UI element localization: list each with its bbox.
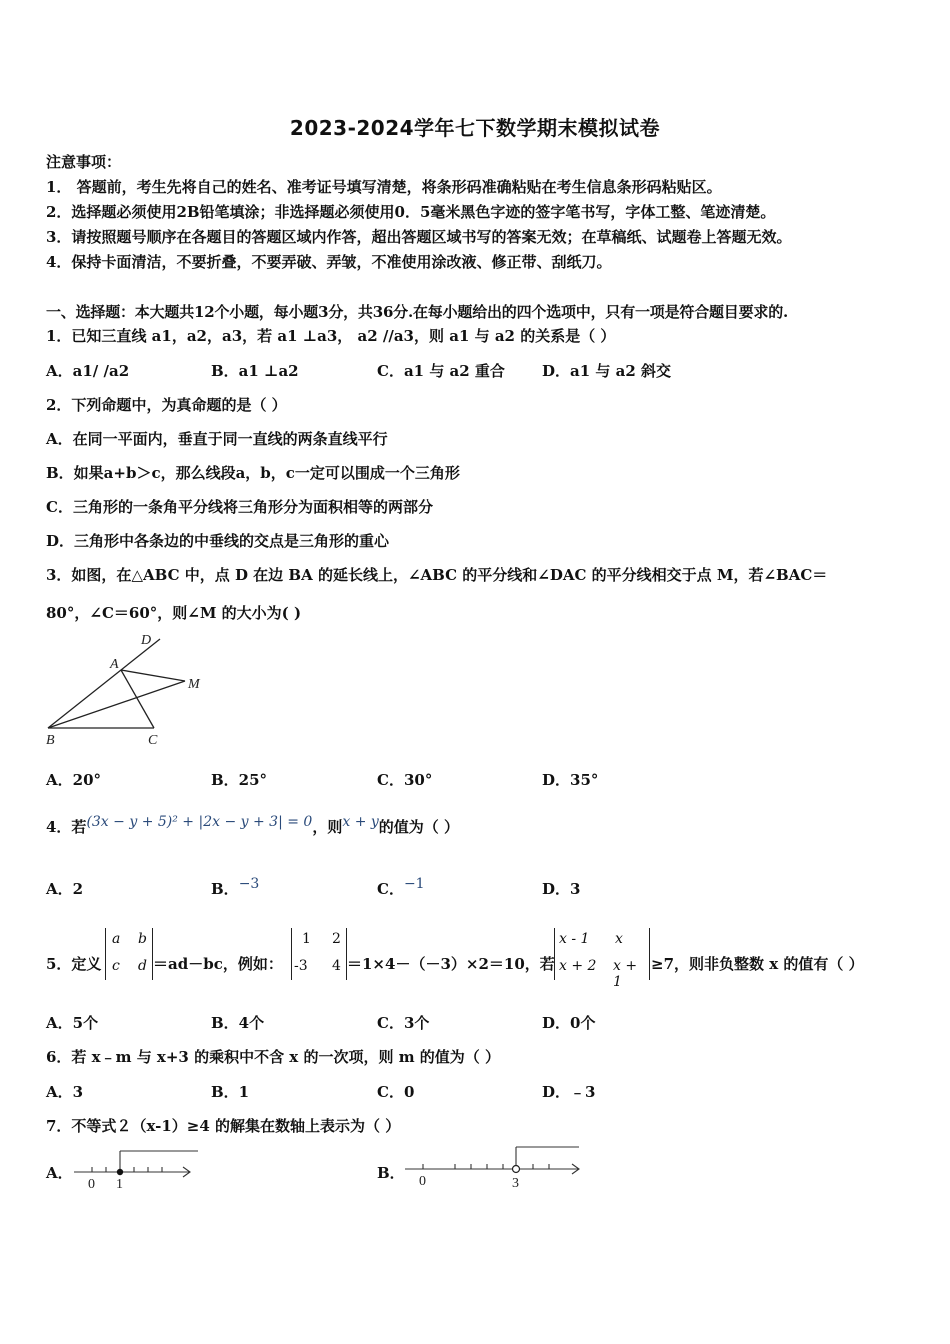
q4-prefix: 4．若 <box>46 818 87 836</box>
q1-option-c: C．a1 与 a2 重合 <box>377 362 505 380</box>
notice-item-3: 3．请按照题号顺序在各题目的答题区域内作答，超出答题区域书写的答案无效；在草稿纸、试题卷上答题无效。 <box>46 228 792 246</box>
line-bd <box>48 639 160 728</box>
closed-point-icon <box>117 1169 123 1175</box>
q1-option-d: D．a1 与 a2 斜交 <box>542 362 671 380</box>
q4-equation: (3x − y + 5)² + |2x − y + 3| = 0 <box>86 814 313 830</box>
q2-option-a: A．在同一平面内，垂直于同一直线的两条直线平行 <box>46 430 388 448</box>
q2-option-c: C．三角形的一条角平分线将三角形分为面积相等的两部分 <box>46 498 433 516</box>
q1-option-b: B．a1 ⊥a2 <box>211 362 299 380</box>
svg-text:0: 0 <box>419 1174 426 1189</box>
q2-option-b: B．如果a+b＞c，那么线段a，b，c一定可以围成一个三角形 <box>46 464 460 482</box>
q7-option-a-number-line <box>72 1144 202 1192</box>
svg-text:1: 1 <box>116 1177 123 1192</box>
q3-stem-line2: 80°，∠C＝60°，则∠M 的大小为( ) <box>46 604 302 622</box>
line-ac <box>121 670 154 728</box>
q3-option-b: B．25° <box>211 771 268 789</box>
q4-option-b: B．−3 <box>211 876 260 898</box>
label-d: D <box>141 633 152 648</box>
q5-option-a: A．5个 <box>46 1014 99 1032</box>
q1-stem: 1．已知三直线 a1，a2，a3，若 a1 ⊥a3， a2 //a3，则 a1 与 a2 的关系是（ ） <box>46 327 616 345</box>
section-heading: 一、选择题：本大题共12个小题，每小题3分，共36分.在每小题给出的四个选项中，只有一项是符合题目要求的. <box>46 303 789 321</box>
q5-option-d: D．0个 <box>542 1014 596 1032</box>
q4-stem <box>46 814 460 838</box>
q5-suffix: ≥7，则非负整数 x 的值有（ ） <box>651 955 864 973</box>
q5-option-b: B．4个 <box>211 1014 265 1032</box>
q5-mid2: ＝1×4－（－3）×2＝10，若 <box>347 955 555 973</box>
q7-stem: 7．不等式２（x-1）≥4 的解集在数轴上表示为（ ） <box>46 1117 401 1135</box>
svg-text:0: 0 <box>88 1177 95 1192</box>
notice-item-1: 1． 答题前，考生先将自己的姓名、准考证号填写清楚，将条形码准确粘贴在考生信息条形码粘贴区。 <box>46 178 722 196</box>
open-point-icon <box>513 1166 520 1173</box>
q3-option-c: C．30° <box>377 771 433 789</box>
q1-option-a: A．a1/ /a2 <box>46 362 130 380</box>
q2-stem: 2．下列命题中，为真命题的是（ ） <box>46 396 287 414</box>
label-a: A <box>110 657 119 672</box>
q5-determinant-definition: a b c d <box>105 928 153 980</box>
q6-stem: 6．若 x﹣m 与 x+3 的乘积中不含 x 的一次项，则 m 的值为（ ） <box>46 1048 501 1066</box>
page-title: 2023-2024学年七下数学期末模拟试卷 <box>289 116 661 140</box>
q5-option-c: C．3个 <box>377 1014 430 1032</box>
line-am <box>121 670 185 681</box>
q7-option-a-letter: A． <box>46 1164 73 1182</box>
q7-option-b-number-line <box>403 1144 583 1192</box>
q3-stem-line1: 3．如图，在△ABC 中，点 D 在边 BA 的延长线上，∠ABC 的平分线和∠DAC 的平分线相交于点 M，若∠BAC＝ <box>46 566 828 584</box>
q3-triangle-figure <box>44 630 214 748</box>
q2-option-d: D．三角形中各条边的中垂线的交点是三角形的重心 <box>46 532 390 550</box>
label-m: M <box>188 677 200 692</box>
q6-option-b: B．1 <box>211 1083 250 1101</box>
q5-determinant-question: x - 1 x x + 2 x + 1 <box>554 928 650 980</box>
notice-item-4: 4．保持卡面清洁，不要折叠，不要弄破、弄皱，不准使用涂改液、修正带、刮纸刀。 <box>46 253 612 271</box>
label-b: B <box>46 733 55 748</box>
notice-heading: 注意事项： <box>46 153 122 171</box>
notice-item-2: 2．选择题必须使用2B铅笔填涂；非选择题必须使用0．5毫米黑色字迹的签字笔书写，字体工整、笔迹清楚。 <box>46 203 776 221</box>
q4-option-c: C．−1 <box>377 876 425 898</box>
q6-option-d: D．﹣3 <box>542 1083 596 1101</box>
q4-option-a: A．2 <box>46 880 84 898</box>
q4-suffix: 的值为（ ） <box>378 818 460 836</box>
q3-option-d: D．35° <box>542 771 599 789</box>
line-bm <box>48 681 185 728</box>
q4-expression: x + y <box>342 814 379 830</box>
q3-option-a: A．20° <box>46 771 102 789</box>
q4-option-d: D．3 <box>542 880 581 898</box>
q5-prefix: 5．定义 <box>46 955 102 973</box>
q6-option-c: C．0 <box>377 1083 415 1101</box>
q6-option-a: A．3 <box>46 1083 84 1101</box>
q4-middle: ，则 <box>312 818 343 836</box>
q5-determinant-example: 1 2 -3 4 <box>291 928 347 980</box>
label-c: C <box>148 733 158 748</box>
q5-mid1: ＝ad－bc，例如： <box>153 955 283 973</box>
svg-text:3: 3 <box>512 1176 519 1191</box>
q7-option-b-letter: B． <box>377 1164 405 1182</box>
